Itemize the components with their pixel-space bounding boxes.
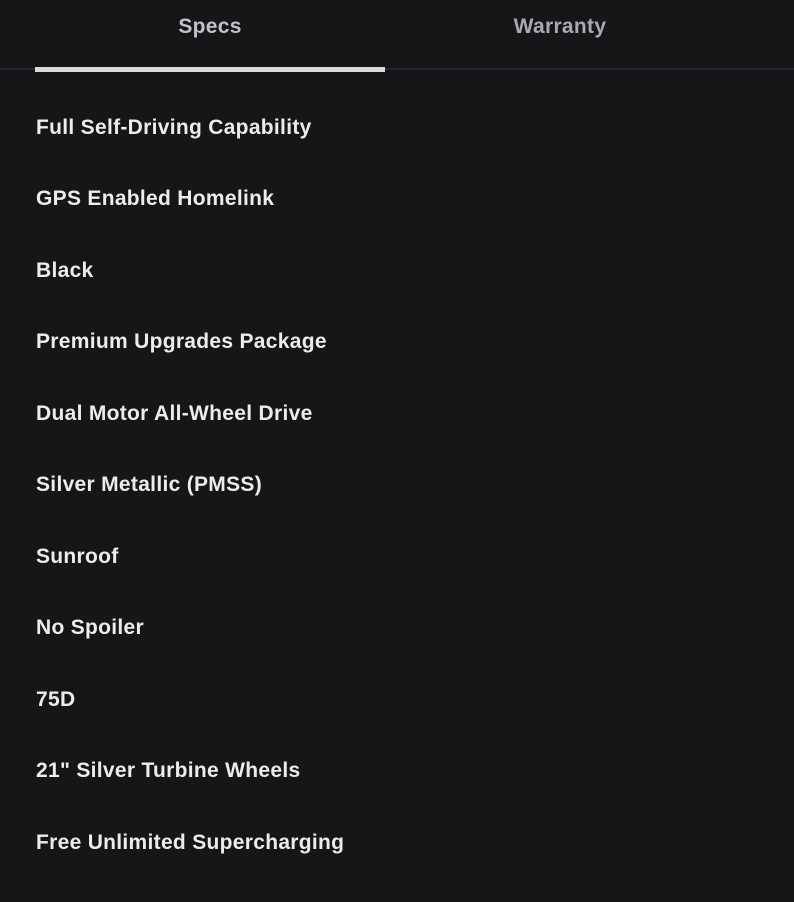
spec-item-label: 21" Silver Turbine Wheels: [36, 759, 301, 783]
spec-item: [0, 593, 794, 665]
spec-item-label: Dual Motor All-Wheel Drive: [36, 401, 313, 425]
spec-item: [0, 307, 794, 379]
spec-item: [0, 664, 794, 736]
spec-item-label: No Spoiler: [36, 616, 145, 640]
spec-item-label: 75D: [36, 687, 76, 711]
spec-item-label: Black: [36, 258, 94, 282]
spec-item: [0, 92, 794, 164]
spec-item: [0, 164, 794, 236]
active-tab-underline: [35, 67, 385, 72]
tab-warranty[interactable]: [385, 0, 735, 70]
spec-item-label: Silver Metallic (PMSS): [36, 473, 263, 497]
spec-item: [0, 235, 794, 307]
tab-bar: [0, 0, 794, 70]
tab-specs[interactable]: [35, 0, 385, 70]
spec-item-label: Premium Upgrades Package: [36, 330, 327, 354]
spec-item: [0, 521, 794, 593]
spec-item: [0, 450, 794, 522]
tab-specs-label: Specs: [178, 15, 242, 38]
spec-item: [0, 378, 794, 450]
specs-list: [0, 92, 794, 879]
spec-item: [0, 736, 794, 808]
spec-item-label: Free Unlimited Supercharging: [36, 830, 345, 854]
tab-warranty-label: Warranty: [513, 15, 607, 38]
spec-item-label: Full Self-Driving Capability: [36, 115, 312, 139]
spec-item: [0, 807, 794, 879]
spec-item-label: Sunroof: [36, 544, 119, 568]
spec-item-label: GPS Enabled Homelink: [36, 187, 275, 211]
